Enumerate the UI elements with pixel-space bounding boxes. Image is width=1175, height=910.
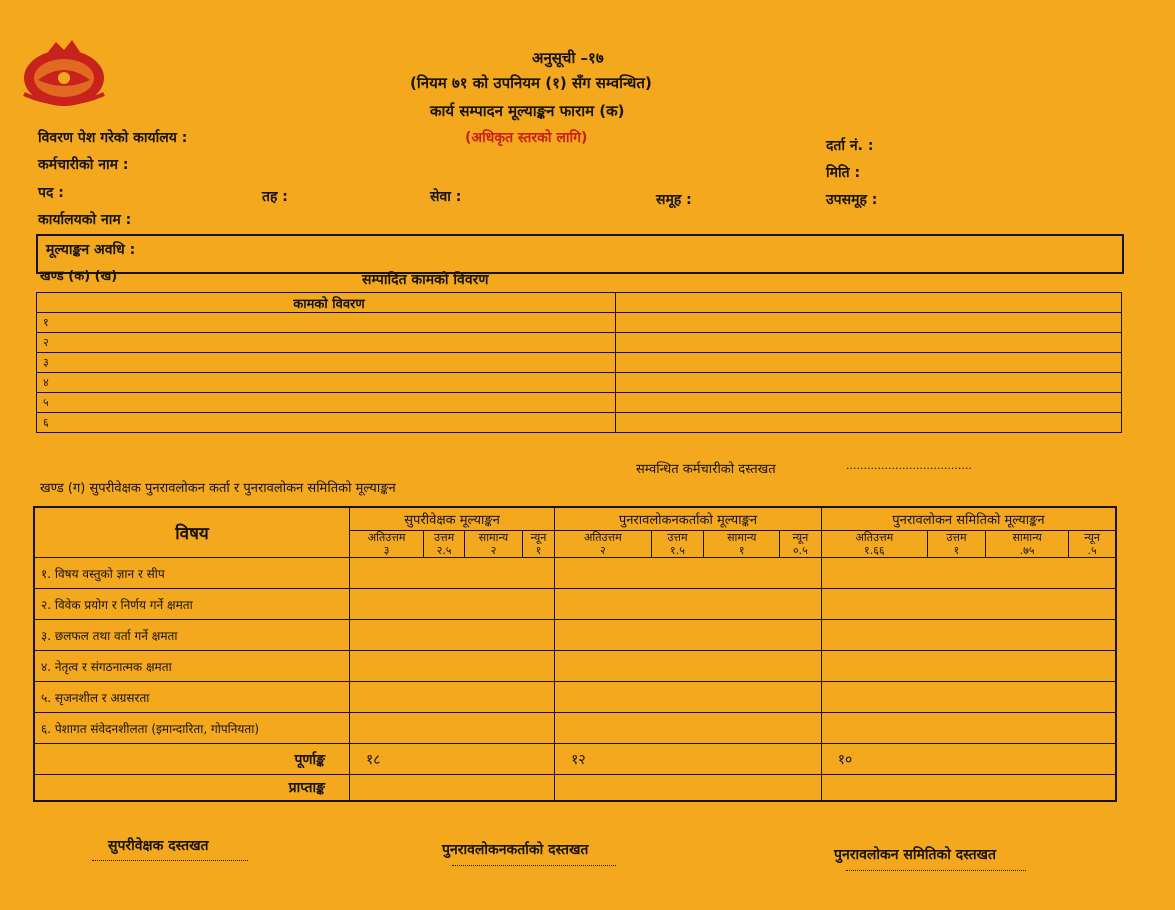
work-row-cell[interactable]	[616, 353, 1122, 373]
schedule-title: अनुसूची –१७	[532, 49, 604, 67]
committee-score-cell[interactable]	[821, 713, 1116, 744]
committee-score-cell[interactable]	[821, 651, 1116, 682]
grade-header: अतिउत्तम २	[555, 531, 652, 558]
grade-header: अतिउत्तम ३	[350, 531, 424, 558]
supervisor-eval-header: सुपरीवेक्षक मूल्याङ्कन	[350, 507, 555, 531]
grade-header: न्यून ०.५	[780, 531, 822, 558]
supervisor-signature-line[interactable]	[92, 860, 248, 861]
form-name: कार्य सम्पादन मूल्याङ्कन फाराम (क)	[430, 102, 625, 120]
subgroup-label: उपसमूह :	[826, 192, 878, 208]
supervisor-full-marks: १८	[350, 744, 555, 775]
committee-signature-line[interactable]	[846, 870, 1026, 871]
grade-header: सामान्य .७५	[986, 531, 1069, 558]
subject-header: विषय	[34, 507, 350, 558]
service-label: सेवा :	[430, 189, 462, 205]
grade-header: उत्तम २.५	[424, 531, 465, 558]
employee-name-label: कर्मचारीको नाम :	[38, 157, 129, 173]
subject-row: २. विवेक प्रयोग र निर्णय गर्ने क्षमता	[34, 589, 350, 620]
reviewer-score-cell[interactable]	[555, 682, 822, 713]
work-row-cell[interactable]	[616, 393, 1122, 413]
supervisor-score-cell[interactable]	[350, 589, 555, 620]
eval-period-box	[36, 234, 1124, 274]
work-row-number: २	[37, 333, 616, 353]
post-label: पद :	[38, 185, 64, 201]
reviewer-signature-label: पुनरावलोकनकर्ताको दस्तखत	[442, 842, 589, 858]
evaluation-table	[33, 506, 1117, 802]
supervisor-score-cell[interactable]	[350, 620, 555, 651]
subject-row: ६. पेशागत संवेदनशीलता (इमान्दारिता, गोपनियता)	[34, 713, 350, 744]
supervisor-score-cell[interactable]	[350, 651, 555, 682]
level-note: (अधिकृत स्तरको लागि)	[465, 130, 588, 146]
supervisor-obtained-cell[interactable]	[350, 775, 555, 801]
grade-header: सामान्य १	[704, 531, 780, 558]
government-emblem	[18, 34, 110, 110]
committee-eval-header: पुनरावलोकन समितिको मूल्याङ्कन	[821, 507, 1116, 531]
committee-full-marks: १०	[821, 744, 1116, 775]
work-details-header-right	[616, 293, 1122, 313]
supervisor-score-cell[interactable]	[350, 682, 555, 713]
subject-row: ५. सृजनशील र अग्रसरता	[34, 682, 350, 713]
reviewer-score-cell[interactable]	[555, 620, 822, 651]
date-label: मिति :	[826, 165, 861, 181]
rule-reference: (नियम ७१ को उपनियम (१) सँग सम्वन्धित)	[410, 74, 652, 92]
reviewer-eval-header: पुनरावलोकनकर्ताको मूल्याङ्कन	[555, 507, 822, 531]
committee-score-cell[interactable]	[821, 682, 1116, 713]
subject-row: ४. नेतृत्व र संगठनात्मक क्षमता	[34, 651, 350, 682]
work-details-table	[36, 292, 1122, 433]
reviewer-score-cell[interactable]	[555, 589, 822, 620]
committee-score-cell[interactable]	[821, 558, 1116, 589]
eval-period-label: मूल्याङ्कन अवधि :	[46, 242, 136, 258]
grade-header: अतिउत्तम १.६६	[821, 531, 927, 558]
work-row-number: ४	[37, 373, 616, 393]
work-row-number: ६	[37, 413, 616, 433]
supervisor-signature-label: सुपरीवेक्षक दस्तखत	[108, 838, 209, 854]
work-row-cell[interactable]	[616, 313, 1122, 333]
committee-signature-label: पुनरावलोकन समितिको दस्तखत	[834, 847, 996, 863]
committee-score-cell[interactable]	[821, 589, 1116, 620]
grade-header: न्यून .५	[1069, 531, 1116, 558]
committee-score-cell[interactable]	[821, 620, 1116, 651]
employee-signature-label: सम्वन्धित कर्मचारीको दस्तखत	[636, 462, 776, 477]
employee-signature-dots[interactable]: ....................................	[846, 459, 972, 472]
subject-row: १. विषय वस्तुको ज्ञान र सीप	[34, 558, 350, 589]
reviewer-score-cell[interactable]	[555, 651, 822, 682]
reg-no-label: दर्ता नं. :	[826, 138, 874, 154]
committee-obtained-cell[interactable]	[821, 775, 1116, 801]
section-ab-label: खण्ड (क) (ख)	[40, 269, 118, 284]
reviewer-signature-line[interactable]	[452, 865, 616, 866]
section-ab-title: सम्पादित कामको विवरण	[362, 272, 489, 288]
supervisor-score-cell[interactable]	[350, 558, 555, 589]
full-marks-label: पूर्णाङ्क	[34, 744, 350, 775]
supervisor-score-cell[interactable]	[350, 713, 555, 744]
work-row-number: १	[37, 313, 616, 333]
section-c-title: खण्ड (ग) सुपरीवेक्षक पुनरावलोकन कर्ता र पुनरावलोकन समितिको मूल्याङ्कन	[40, 481, 396, 496]
work-row-number: ५	[37, 393, 616, 413]
work-details-header: कामको विवरण	[37, 293, 616, 313]
grade-header: सामान्य २	[464, 531, 522, 558]
office-name-label: कार्यालयको नाम :	[38, 212, 132, 228]
work-row-number: ३	[37, 353, 616, 373]
grade-header: न्यून १	[523, 531, 555, 558]
reviewer-obtained-cell[interactable]	[555, 775, 822, 801]
group-label: समूह :	[656, 192, 692, 208]
subject-row: ३. छलफल तथा वर्ता गर्ने क्षमता	[34, 620, 350, 651]
grade-header: उत्तम १.५	[651, 531, 704, 558]
reviewer-full-marks: १२	[555, 744, 822, 775]
reviewer-score-cell[interactable]	[555, 713, 822, 744]
office-submitting-label: विवरण पेश गरेको कार्यालय :	[38, 130, 188, 146]
work-row-cell[interactable]	[616, 413, 1122, 433]
reviewer-score-cell[interactable]	[555, 558, 822, 589]
work-row-cell[interactable]	[616, 373, 1122, 393]
work-row-cell[interactable]	[616, 333, 1122, 353]
grade-header: उत्तम १	[927, 531, 985, 558]
obtained-marks-label: प्राप्ताङ्क	[34, 775, 350, 801]
level-label: तह :	[262, 189, 288, 205]
